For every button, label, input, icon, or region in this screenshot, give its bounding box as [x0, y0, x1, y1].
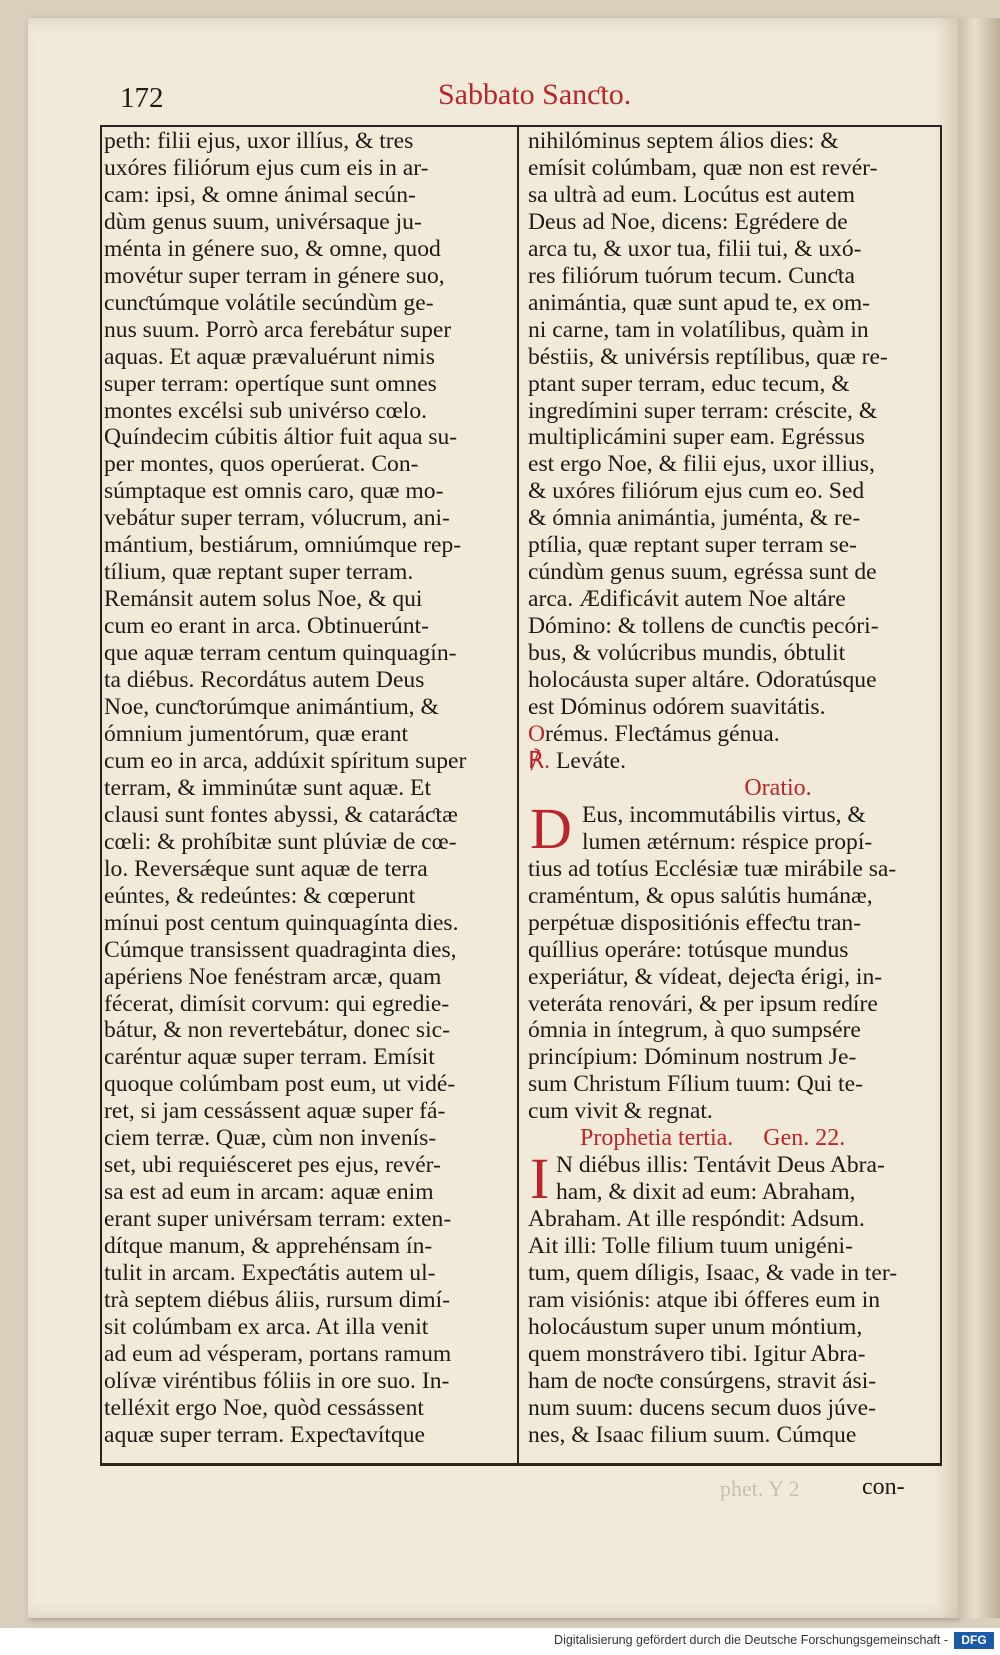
page-number: 172 [120, 82, 164, 114]
text-line: Deus ad Noe, dicens: Egrédere de [528, 208, 848, 235]
text-line: arca. Ædificávit autem Noe altáre [528, 586, 846, 613]
text-line: Noe, cunƈtorúmque animántium, & [104, 694, 439, 721]
text-line: Remánsit autem solus Noe, & qui [104, 586, 423, 613]
digitization-footer [0, 1628, 1000, 1655]
text-line: holocáusta super altáre. Odoratúsque [528, 667, 877, 694]
text-line: ciem terræ. Quæ, cùm non invenís- [104, 1125, 437, 1152]
text-line: tulit in arcam. Expeƈtátis autem ul- [104, 1260, 436, 1287]
text-line: caréntur aquæ super terram. Emísit [104, 1044, 435, 1071]
text-line: cúndùm genus suum, egréssa sunt de [528, 559, 877, 586]
text-line: lumen ætérnum: réspice propí- [582, 828, 873, 855]
text-line: animántia, quæ sunt apud te, ex om- [528, 289, 871, 316]
text-line: erant super univérsam terram: exten- [104, 1206, 452, 1233]
left-column [104, 128, 516, 1449]
text-line: terram, & imminútæ sunt aquæ. Et [104, 774, 432, 801]
prophetia-title: Prophetia tertia. [580, 1125, 734, 1152]
text-line: ret, si jam cessássent aquæ super fá- [104, 1098, 446, 1125]
text-line: tius ad totíus Ecclésiæ tuæ mirábile sa- [528, 855, 897, 882]
text-line: cœli: & prohíbitæ sunt plúviæ de cœ- [104, 828, 457, 855]
text-line: quoque colúmbam post eum, ut vidé- [104, 1071, 456, 1098]
text-line: super terram: opertíque sunt omnes [104, 370, 437, 397]
text-line: vebátur super terram, vólucrum, ani- [104, 505, 450, 532]
column-divider [517, 125, 519, 1463]
text-line: aquæ super terram. Expeƈtavítque [104, 1421, 426, 1448]
text-line: movétur super terram in génere suo, [104, 262, 445, 289]
page-header [100, 72, 930, 116]
text-line: dùm genus suum, univérsaque ju- [104, 208, 422, 235]
text-line: ptant super terram, educ tecum, & [528, 370, 850, 397]
text-line: & ómnia animántia, juménta, & re- [528, 505, 861, 532]
response-line [528, 748, 938, 775]
text-line: ad eum ad vésperam, portans ramum [104, 1340, 452, 1367]
text-line: mínui post centum quinquagínta dies. [104, 909, 459, 936]
text-line: ptília, quæ reptant super terram se- [528, 532, 857, 559]
oremus-text: rémus. Fleƈtámus génua. [545, 720, 780, 747]
text-line: cam: ipsi, & omne ánimal secún- [104, 181, 416, 208]
oratio-indented-lines [528, 795, 938, 861]
text-line: Quíndecim cúbitis áltior fuit aqua su- [104, 424, 458, 451]
text-line: Dómino: & tollens de cunƈtis pecóri- [528, 613, 879, 640]
text-line: quíllius operáre: totúsque mundus [528, 936, 849, 963]
text-line: cum vivit & regnat. [528, 1098, 713, 1125]
prophetia-reference: Gen. 22. [763, 1125, 846, 1152]
text-line: nes, & Isaac filium suum. Cúmque [528, 1421, 857, 1448]
text-frame-bottom-rule [100, 1463, 942, 1466]
oratio-drop-cap: D [530, 795, 572, 861]
text-line: Ait illi: Tolle filium tuum unigéni- [528, 1233, 853, 1260]
prophetia-text [528, 1206, 938, 1449]
oratio-block [528, 795, 938, 861]
text-line: veteráta renovári, & per ipsum redíre [528, 990, 878, 1017]
catchword: con- [862, 1474, 905, 1500]
prophetia-drop-cap: I [530, 1146, 550, 1212]
text-line: olívæ viréntibus fóliis in ore suo. In- [104, 1367, 450, 1394]
text-line: res filiórum tuórum tecum. Cunƈta [528, 262, 855, 289]
right-column-genesis-text [528, 128, 938, 721]
footer-credit: Digitalisierung gefördert durch die Deutsche Forschungsgemeinschaft - [554, 1633, 948, 1647]
text-line: nus suum. Porrò arca ferebátur super [104, 316, 452, 343]
text-line: arca tu, & uxor tua, filii tui, & uxó- [528, 235, 862, 262]
text-line: Cúmque transissent quadraginta dies, [104, 936, 457, 963]
text-line: uxóres filiórum ejus cum eis in ar- [104, 154, 429, 181]
text-line: bátur, & non revertebátur, donec sic- [104, 1017, 450, 1044]
text-line: ómnia in íntegrum, à quo sumpsére [528, 1017, 861, 1044]
text-line: per montes, quos operúerat. Con- [104, 451, 419, 478]
text-line: sit colúmbam ex arca. At illa venit [104, 1313, 429, 1340]
oremus-line [528, 721, 938, 748]
text-line: perpétuæ dispositiónis effeƈtu tran- [528, 909, 862, 936]
text-line: craméntum, & opus salútis humánæ, [528, 882, 873, 909]
text-line: dítque manum, & apprehénsam ín- [104, 1233, 433, 1260]
text-line: clausi sunt fontes abyssi, & cataráƈtæ [104, 801, 458, 828]
page-binding-edge [958, 18, 1000, 1618]
text-line: ta diébus. Recordátus autem Deus [104, 667, 425, 694]
text-line: peth: filii ejus, uxor illíus, & tres [104, 128, 414, 154]
text-line: cum eo erant in arca. Obtinuerúnt- [104, 613, 429, 640]
text-line: Abraham. At ille respóndit: Adsum. [528, 1206, 865, 1233]
text-line: mántium, bestiárum, omniúmque rep- [104, 532, 462, 559]
text-line: béstiis, & univérsis reptílibus, quæ re- [528, 343, 888, 370]
text-line: trà septem diébus áliis, rursum dimí- [104, 1286, 450, 1313]
text-line: emísit colúmbam, quæ non est revér- [528, 154, 878, 181]
text-line: que aquæ terram centum quinquagín- [104, 640, 457, 667]
prophetia-block [528, 1146, 938, 1212]
text-line: multiplicámini super eam. Egréssus [528, 424, 865, 451]
text-line: ni carne, tam in volatílibus, quàm in [528, 316, 869, 343]
dfg-logo: DFG [954, 1632, 994, 1649]
right-column [528, 128, 938, 1449]
text-line: montes excélsi sub univérso cœlo. [104, 397, 428, 424]
prophetia-indented-lines [528, 1146, 938, 1212]
text-line: ménta in génere suo, & omne, quod [104, 235, 441, 262]
text-line: eúntes, & redeúntes: & cœperunt [104, 882, 416, 909]
text-line: sa ultrà ad eum. Locútus est autem [528, 181, 855, 208]
text-line: tum, quem díligis, Isaac, & vade in ter- [528, 1260, 898, 1287]
text-line: súmptaque est omnis caro, quæ mo- [104, 478, 444, 505]
text-line: est Dóminus odórem suavitátis. [528, 694, 826, 721]
text-line: est ergo Noe, & filii ejus, uxor illius, [528, 451, 875, 478]
text-line: ham de noƈte consúrgens, stravit ási- [528, 1367, 877, 1394]
prophetia-heading [528, 1125, 938, 1152]
text-line: ingredímini super terram: créscite, & [528, 397, 878, 424]
response-symbol: ℟. [528, 747, 551, 774]
text-line: nihilóminus septem álios dies: & [528, 128, 839, 154]
text-line: sum Christum Fílium tuum: Qui te- [528, 1071, 863, 1098]
text-line: tílium, quæ reptant super terram. [104, 559, 414, 586]
text-line: sa est ad eum in arcam: aquæ enim [104, 1179, 434, 1206]
text-line: holocáustum super unum móntium, [528, 1313, 863, 1340]
text-line: fécerat, dimísit corvum: qui egredie- [104, 990, 450, 1017]
text-line: apériens Noe fenéstram arcæ, quam [104, 963, 442, 990]
text-line: ram visiónis: atque ibi ófferes eum in [528, 1286, 881, 1313]
oratio-heading: Oratio. [744, 774, 812, 801]
text-line: telléxit ergo Noe, quòd cessássent [104, 1394, 424, 1421]
oremus-initial: O [528, 720, 546, 747]
text-line: lo. Reversǽque sunt aquæ de terra [104, 855, 428, 882]
text-line: Eus, incommutábilis virtus, & [582, 801, 866, 828]
text-line: princípium: Dóminum nostrum Je- [528, 1044, 857, 1071]
text-line: cum eo in arca, addúxit spíritum super [104, 747, 467, 774]
text-line: set, ubi requiésceret pes ejus, revér- [104, 1152, 441, 1179]
text-line: & uxóres filiórum ejus cum eo. Sed [528, 478, 865, 505]
running-title: Sabbato Sanƈto. [438, 78, 632, 111]
text-line: cunƈtúmque volátile secúndùm ge- [104, 289, 434, 316]
text-line: bus, & volúcribus mundis, óbtulit [528, 640, 846, 667]
text-line: N diébus illis: Tentávit Deus Abra- [556, 1152, 885, 1179]
text-line: aquas. Et aquæ prævaluérunt nimis [104, 343, 435, 370]
text-line: ómnium jumentórum, quæ erant [104, 720, 409, 747]
text-line: quem monstrávero tibi. Igitur Abra- [528, 1340, 866, 1367]
text-line: num suum: ducens secum duos júve- [528, 1394, 876, 1421]
oratio-text [528, 856, 938, 1126]
text-line: ham, & dixit ad eum: Abraham, [556, 1179, 856, 1206]
bleedthrough-text: phet. Y 2 [720, 1476, 800, 1501]
response-text: Leváte. [555, 747, 627, 774]
text-line: experiátur, & vídeat, dejeƈta érigi, in- [528, 963, 883, 990]
